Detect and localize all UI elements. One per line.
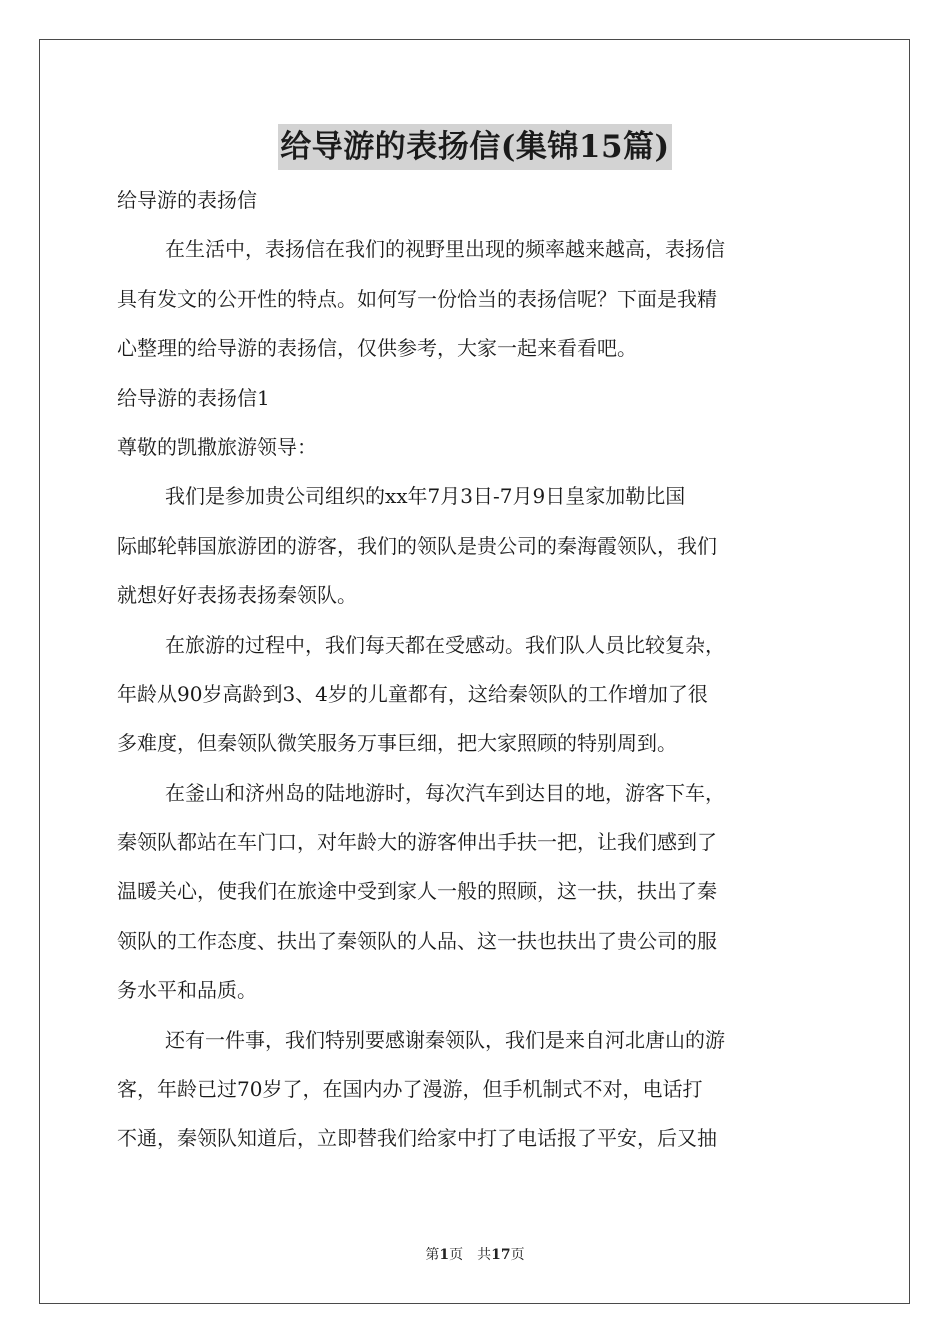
- section-heading: 给导游的表扬信1: [117, 385, 270, 410]
- current-page-number: 1: [439, 1247, 450, 1263]
- salutation: 尊敬的凯撒旅游领导：: [117, 434, 317, 459]
- section-heading: 给导游的表扬信: [117, 188, 257, 212]
- total-page-number: 17: [491, 1247, 511, 1263]
- paragraph-line: 在旅游的过程中，我们每天都在受感动。我们队人员比较复杂，: [165, 632, 725, 657]
- paragraph-line: 在釜山和济州岛的陆地游时，每次汽车到达目的地，游客下车，: [165, 780, 725, 805]
- footer-prefix: 第: [425, 1247, 440, 1263]
- paragraph-line: 我们是参加贵公司组织的xx年7月3日-7月9日皇家加勒比国: [165, 484, 686, 509]
- paragraph-line: 务水平和品质。: [117, 978, 257, 1003]
- paragraph-line: 具有发文的公开性的特点。如何写一份恰当的表扬信呢？下面是我精: [117, 286, 717, 311]
- paragraph-line: 心整理的给导游的表扬信，仅供参考，大家一起来看看吧。: [117, 336, 637, 361]
- paragraph-line: 领队的工作态度、扶出了秦领队的人品、这一扶也扶出了贵公司的服: [117, 928, 717, 953]
- paragraph-line: 就想好好表扬表扬秦领队。: [117, 583, 357, 608]
- footer-mid: 页 共: [449, 1247, 492, 1263]
- paragraph-line: 不通，秦领队知道后，立即替我们给家中打了电话报了平安，后又抽: [117, 1126, 717, 1151]
- document-title: 给导游的表扬信(集锦15篇): [278, 124, 671, 170]
- paragraph-line: 在生活中，表扬信在我们的视野里出现的频率越来越高，表扬信: [165, 237, 725, 262]
- paragraph-line: 温暖关心，使我们在旅途中受到家人一般的照顾，这一扶，扶出了秦: [117, 879, 717, 904]
- paragraph-line: 多难度，但秦领队微笑服务万事巨细，把大家照顾的特别周到。: [117, 731, 677, 756]
- paragraph-line: 还有一件事，我们特别要感谢秦领队，我们是来自河北唐山的游: [165, 1027, 725, 1052]
- title-container: [0, 124, 950, 170]
- paragraph-line: 客，年龄已过70岁了，在国内办了漫游，但手机制式不对，电话打: [117, 1077, 703, 1102]
- page-footer: [0, 1244, 950, 1264]
- document-body: [117, 176, 833, 1164]
- paragraph-line: 秦领队都站在车门口，对年龄大的游客伸出手扶一把，让我们感到了: [117, 830, 717, 855]
- footer-suffix: 页: [510, 1247, 525, 1263]
- paragraph-line: 际邮轮韩国旅游团的游客，我们的领队是贵公司的秦海霞领队，我们: [117, 533, 717, 558]
- paragraph-line: 年龄从90岁高龄到3、4岁的儿童都有，这给秦领队的工作增加了很: [117, 681, 708, 706]
